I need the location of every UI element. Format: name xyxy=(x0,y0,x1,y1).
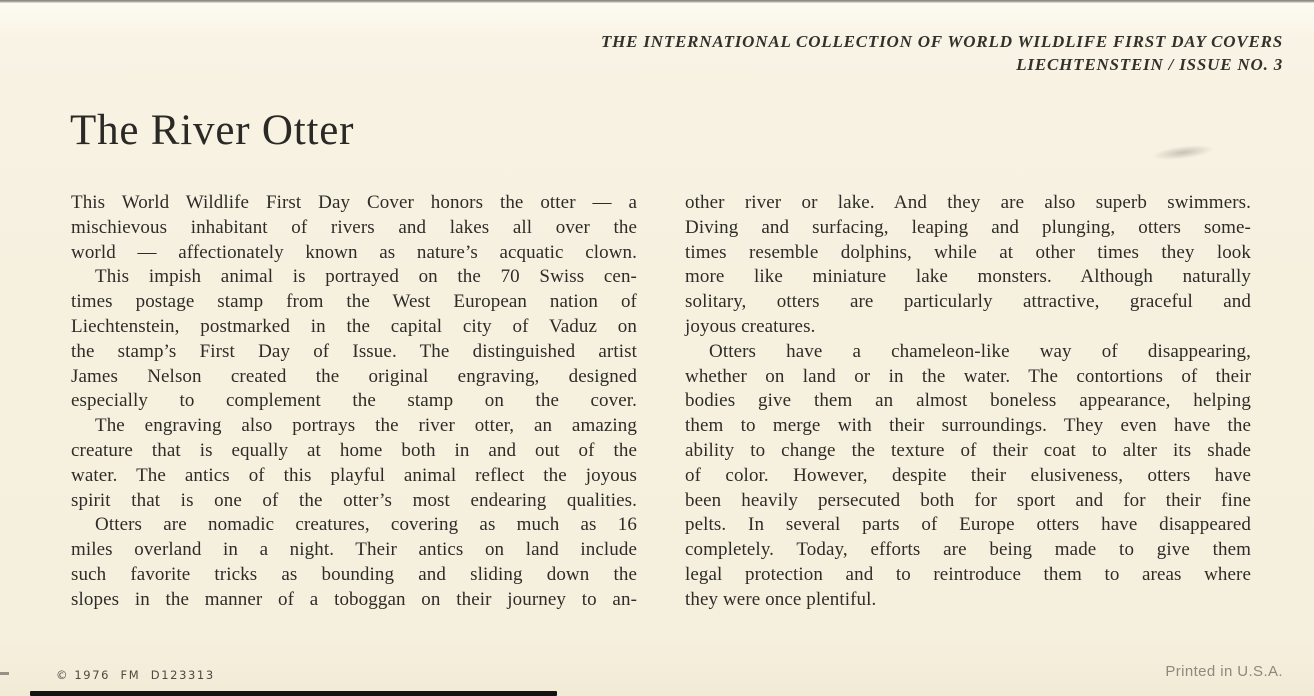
body-text-line: they were once plentiful. xyxy=(685,588,877,610)
header xyxy=(601,31,1283,76)
body-text-line: times postage stamp from the West European nation of xyxy=(71,291,637,313)
body-text-line: creature that is equally at home both in and out of the xyxy=(71,439,637,461)
body-text-line: Liechtenstein, postmarked in the capital city of Vaduz on xyxy=(71,315,637,337)
body-text-line: slopes in the manner of a toboggan on their journey to an- xyxy=(71,588,637,610)
body-text-line: Otters have a chameleon-like way of disappearing, xyxy=(709,340,1251,362)
body-text-line: Otters are nomadic creatures, covering as much as 16 xyxy=(95,514,637,536)
pencil-smudge xyxy=(1151,142,1214,162)
body-text-line: miles overland in a night. Their antics on land include xyxy=(71,539,637,561)
page-title: The River Otter xyxy=(70,107,355,154)
body-text-line: especially to complement the stamp on the cover. xyxy=(71,390,637,412)
body-text-line: pelts. In several parts of Europe otters have disappeared xyxy=(685,514,1251,536)
body-text-line: whether on land or in the water. The contortions of their xyxy=(685,365,1251,387)
body-text-line: ability to change the texture of their coat to alter its shade xyxy=(685,439,1251,461)
article-columns xyxy=(71,191,1251,613)
body-text-line: legal protection and to reintroduce them to areas where xyxy=(685,563,1251,585)
body-text-line: Diving and surfacing, leaping and plunging, otters some- xyxy=(685,216,1251,238)
body-text-line: other river or lake. And they are also superb swimmers. xyxy=(685,192,1251,213)
body-text-line: been heavily persecuted both for sport and for their fine xyxy=(685,489,1251,511)
body-text-line: The engraving also portrays the river otter, an amazing xyxy=(95,415,637,437)
scan-edge-artifact xyxy=(0,672,9,675)
footer-copyright: © 1976 FM D123313 xyxy=(56,668,215,682)
header-issue-line: LIECHTENSTEIN / ISSUE NO. 3 xyxy=(1016,54,1283,74)
header-series-title: THE INTERNATIONAL COLLECTION OF WORLD WILDLIFE FIRST DAY COVERS xyxy=(600,32,1283,51)
body-text-line: them to merge with their surroundings. They even have the xyxy=(685,415,1251,437)
scan-top-edge xyxy=(0,0,1314,3)
body-text-line: James Nelson created the original engraving, designed xyxy=(71,365,637,387)
body-text-line: This impish animal is portrayed on the 70 Swiss cen- xyxy=(95,266,637,288)
right-column xyxy=(685,191,1251,613)
body-text-line: mischievous inhabitant of rivers and lakes all over the xyxy=(71,216,637,238)
footer-printed-in: Printed in U.S.A. xyxy=(1165,663,1283,680)
body-text-line: This World Wildlife First Day Cover honors the otter — a xyxy=(71,192,637,213)
body-text-line: bodies give them an almost boneless appearance, helping xyxy=(685,390,1251,412)
body-text-line: more like miniature lake monsters. Although naturally xyxy=(685,266,1251,288)
body-text-line: times resemble dolphins, while at other times they look xyxy=(685,241,1251,263)
body-text-line: such favorite tricks as bounding and sliding down the xyxy=(71,563,637,585)
body-text-line: the stamp’s First Day of Issue. The distinguished artist xyxy=(71,340,637,362)
body-text-line: completely. Today, efforts are being made to give them xyxy=(685,539,1251,561)
body-text-line: spirit that is one of the otter’s most endearing qualities. xyxy=(71,489,637,511)
bottom-scan-bar xyxy=(30,691,557,696)
body-text-line: water. The antics of this playful animal reflect the joyous xyxy=(71,464,637,486)
left-column xyxy=(71,191,637,613)
body-text-line: of color. However, despite their elusiveness, otters have xyxy=(685,464,1251,486)
body-text-line: joyous creatures. xyxy=(685,315,816,337)
body-text-line: world — affectionately known as nature’s acquatic clown. xyxy=(71,241,637,263)
body-text-line: solitary, otters are particularly attractive, graceful and xyxy=(685,291,1251,313)
